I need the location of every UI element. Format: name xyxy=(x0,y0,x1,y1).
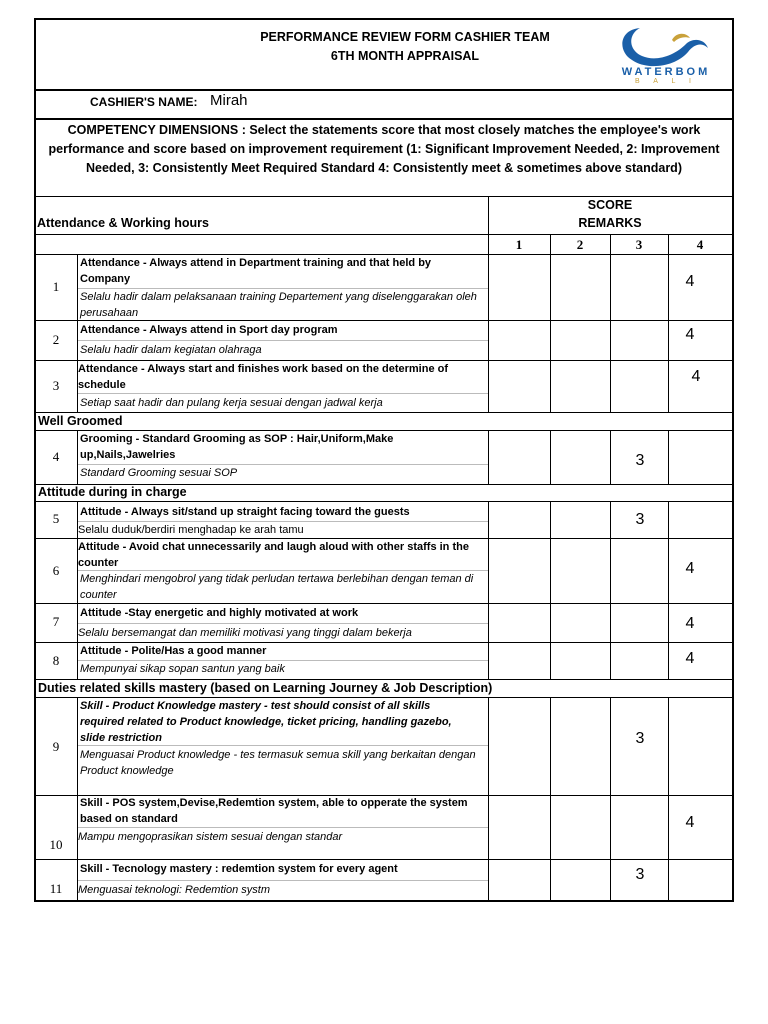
row-translation: Setiap saat hadir dan pulang kerja sesuai dengan jadwal kerja xyxy=(80,397,383,409)
row-score: 4 xyxy=(685,814,695,831)
row-translation: Selalu duduk/berdiri menghadap ke arah tamu xyxy=(78,524,304,536)
section-duties: Duties related skills mastery (based on Learning Journey & Job Description) xyxy=(38,681,493,695)
row-number: 4 xyxy=(52,449,60,464)
row-translation: Menguasai Product knowledge - tes termasuk semua skill yang berkaitan dengan Product knowledge xyxy=(80,749,476,777)
row-translation: Standard Grooming sesuai SOP xyxy=(80,467,238,479)
row-number: 1 xyxy=(52,279,60,294)
row-number: 5 xyxy=(52,511,60,526)
row-translation: Mempunyai sikap sopan santun yang baik xyxy=(80,663,285,675)
row-score: 4 xyxy=(685,326,695,343)
row-number: 2 xyxy=(52,332,60,347)
row-statement: Attitude - Always sit/stand up straight facing toward the guests xyxy=(80,506,410,518)
row-translation: Selalu hadir dalam pelaksanaan training Departement yang diselenggarakan oleh perusahaan xyxy=(80,291,477,319)
row-number: 11 xyxy=(49,881,63,896)
competency-instructions: COMPETENCY DIMENSIONS : Select the statements score that most closely matches the employee's work performance and score based on improvement requirement (1: Significant Improvement Needed, 2: Improvement Needed, 3: Consistently Meet Required Standard 4: Consistently meet & sometimes above standard) xyxy=(48,123,720,175)
score-col-3: 3 xyxy=(635,237,643,252)
row-number: 9 xyxy=(52,739,60,754)
row-number: 10 xyxy=(49,837,63,852)
row-score: 4 xyxy=(685,650,695,667)
row-translation: Menguasai teknologi: Redemtion systm xyxy=(78,884,270,896)
section-well-groomed: Well Groomed xyxy=(38,414,123,428)
row-statement: Grooming - Standard Grooming as SOP : Hair,Uniform,Make up,Nails,Jawelries xyxy=(80,433,394,461)
row-score: 3 xyxy=(635,452,645,469)
row-score: 3 xyxy=(635,866,645,883)
row-statement: Attitude -Stay energetic and highly motivated at work xyxy=(80,607,359,619)
waterbom-logo xyxy=(612,22,716,88)
row-translation: Selalu bersemangat dan memiliki motivasi yang tinggi dalam bekerja xyxy=(78,627,412,639)
row-number: 8 xyxy=(52,653,60,668)
row-score: 3 xyxy=(635,511,645,528)
row-statement: Attitude - Avoid chat unnecessarily and laugh aloud with other staffs in the counter xyxy=(78,541,469,569)
row-statement: Attitude - Polite/Has a good manner xyxy=(80,645,267,657)
row-number: 6 xyxy=(52,563,60,578)
row-number: 3 xyxy=(52,378,60,393)
row-translation: Selalu hadir dalam kegiatan olahraga xyxy=(80,344,262,356)
row-statement: Attendance - Always attend in Department training and that held by Company xyxy=(80,257,432,285)
row-statement: Skill - Product Knowledge mastery - test should consist of all skills required related to Product knowledge, ticket pricing, handling gazebo, slide restriction xyxy=(80,700,452,744)
row-score: 4 xyxy=(685,560,695,577)
logo-text: WATERBOM xyxy=(621,66,711,78)
score-header: SCORE xyxy=(587,198,633,212)
row-statement: Skill - Tecnology mastery : redemtion system for every agent xyxy=(80,863,398,875)
form-title: PERFORMANCE REVIEW FORM CASHIER TEAM xyxy=(260,30,550,44)
row-translation: Mampu mengoprasikan sistem sesuai dengan standar xyxy=(78,831,343,843)
score-col-2: 2 xyxy=(576,237,584,252)
row-statement: Attendance - Always attend in Sport day program xyxy=(80,324,338,336)
score-col-4: 4 xyxy=(696,237,704,252)
cashier-name-value: Mirah xyxy=(210,92,248,109)
row-translation: Menghindari mengobrol yang tidak perludan tertawa berlebihan dengan teman di counter xyxy=(80,573,474,601)
row-statement: Skill - POS system,Devise,Redemtion system, able to opperate the system based on standard xyxy=(80,797,468,825)
cashier-label: CASHIER'S NAME: xyxy=(90,95,198,109)
logo-subtext: B A L I xyxy=(635,78,697,85)
row-number: 7 xyxy=(52,614,60,629)
row-statement: Attendance - Always start and finishes work based on the determine of schedule xyxy=(78,363,449,391)
section-attendance: Attendance & Working hours xyxy=(37,216,210,230)
remarks-header: REMARKS xyxy=(578,216,642,230)
section-attitude: Attitude during in charge xyxy=(38,485,187,499)
form-subtitle: 6TH MONTH APPRAISAL xyxy=(330,49,480,63)
row-score: 4 xyxy=(691,368,701,385)
row-score: 4 xyxy=(685,615,695,632)
score-col-1: 1 xyxy=(515,237,523,252)
row-score: 4 xyxy=(685,273,695,290)
row-score: 3 xyxy=(635,730,645,747)
